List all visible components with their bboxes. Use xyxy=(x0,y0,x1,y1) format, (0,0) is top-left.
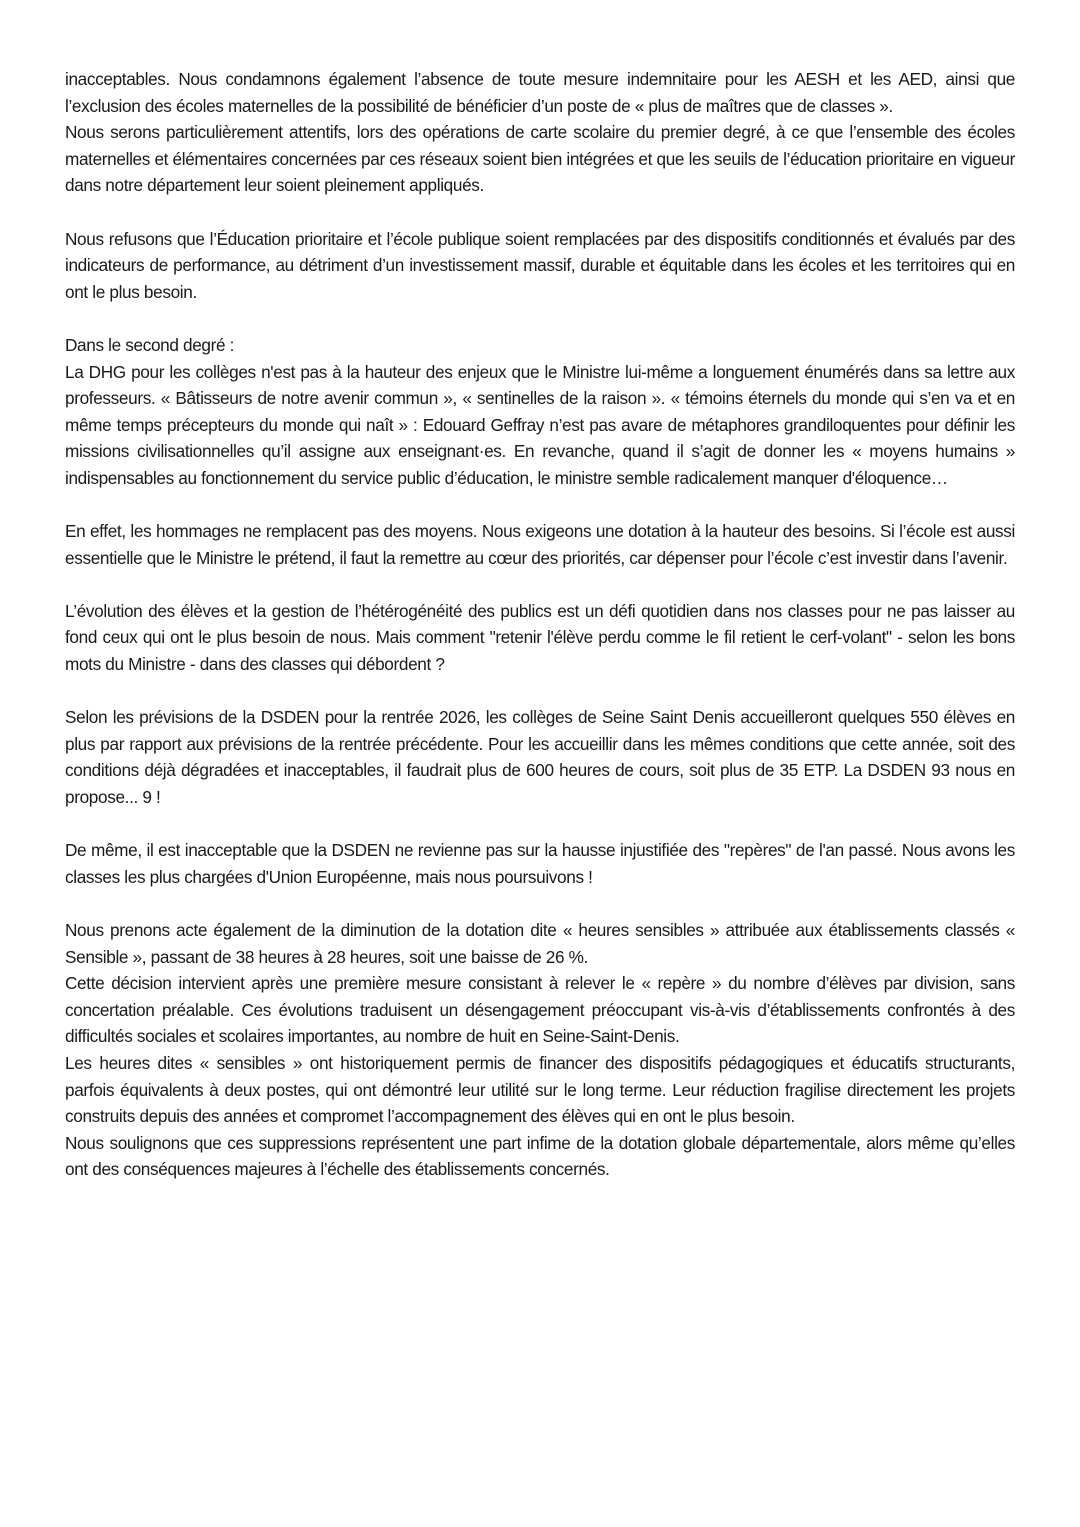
paragraph-spacer xyxy=(65,811,1015,838)
paragraph-spacer xyxy=(65,199,1015,226)
paragraph-education-prioritaire: Nous refusons que l’Éducation prioritaire et l’école publique soient remplacées par des dispositifs conditionnés et évalués par des indicateurs de performance, au détriment d’un investissement massif, durable et équitable dans les écoles et les territoires qui en ont le plus besoin. xyxy=(65,228,1015,302)
paragraph-spacer xyxy=(65,571,1015,598)
paragraph-heterogeneite: L’évolution des élèves et la gestion de l’hétérogénéité des publics est un défi quotidien dans nos classes pour ne pas laisser au fond ceux qui ont le plus besoin de nous. Mais comment "retenir l'élève perdu comme le fil retient le cerf-volant" - selon les bons mots du Ministre - dans des classes qui débordent ? xyxy=(65,600,1015,675)
paragraph-previsions-dsden: Selon les prévisions de la DSDEN pour la rentrée 2026, les collèges de Seine Saint Denis accueilleront quelques 550 élèves en plus par rapport aux prévisions de la rentrée précédente. Pour les accueillir dans les mêmes conditions que cette année, soit des conditions déjà dégradées et inacceptables, il faudrait plus de 600 heures de cours, soit plus de 35 ETP. La DSDEN 93 nous en propose... 9 ! xyxy=(65,707,1015,808)
paragraph-carte-scolaire: Nous serons particulièrement attentifs, lors des opérations de carte scolaire du premier degré, à ce que l’ensemble des écoles maternelles et élémentaires concernées par ces réseaux soient bien intégrées et que les seuils de l’éducation prioritaire en vigueur dans notre département leur soient pleinement appliqués. xyxy=(65,122,1015,196)
paragraph-reperes: De même, il est inacceptable que la DSDEN ne revienne pas sur la hausse injustifiée des "repères" de l'an passé. Nous avons les classes les plus chargées d'Union Européenne, mais nous poursuivons ! xyxy=(65,840,1015,887)
paragraph-hommages: En effet, les hommages ne remplacent pas des moyens. Nous exigeons une dotation à la hauteur des besoins. Si l’école est aussi essentielle que le Ministre le prétend, il faut la remettre au cœur des priorités, car dépenser pour l’école c’est investir dans l’avenir. xyxy=(65,521,1015,568)
section-heading-second-degre: Dans le second degré : xyxy=(65,334,235,355)
paragraph-heures-historique: Les heures dites « sensibles » ont historiquement permis de financer des dispositifs pédagogiques et éducatifs structurants, parfois équivalents à deux postes, qui ont démontré leur utilité sur le long terme. Leur réduction fragilise directement les projets construits depuis des années et compromet l’accompagnement des élèves qui en ont le plus besoin. xyxy=(65,1052,1015,1127)
paragraph-spacer xyxy=(65,678,1015,705)
paragraph-suppressions: Nous soulignons que ces suppressions représentent une part infime de la dotation globale départementale, alors même qu’elles ont des conséquences majeures à l’échelle des établissements concernés. xyxy=(65,1132,1015,1180)
document-page xyxy=(65,66,1015,1183)
paragraph-spacer xyxy=(65,890,1015,917)
paragraph-spacer xyxy=(65,305,1015,332)
paragraph-indemnities: inacceptables. Nous condamnons également l’absence de toute mesure indemnitaire pour les AESH et les AED, ainsi que l’exclusion des écoles maternelles de la possibilité de bénéficier d’un poste de « plus de maîtres que de classes ». xyxy=(65,69,1015,116)
paragraph-dhg: La DHG pour les collèges n'est pas à la hauteur des enjeux que le Ministre lui-même a longuement énumérés dans sa lettre aux professeurs. « Bâtisseurs de notre avenir commun », « sentinelles de la raison ». « témoins éternels du monde qui s’en va et en même temps précepteurs du monde qui naît » : Edouard Geffray n’est pas avare de métaphores grandiloquentes pour définir les missions civilisationnelles qu’il assigne aux enseignant·es. En revanche, quand il s’agit de donner les « moyens humains » indispensables au fonctionnement du service public d’éducation, le ministre semble radicalement manquer d'éloquence… xyxy=(65,361,1015,488)
paragraph-heures-sensibles: Nous prenons acte également de la diminution de la dotation dite « heures sensibles » attribuée aux établissements classés « Sensible », passant de 38 heures à 28 heures, soit une baisse de 26 %. xyxy=(65,920,1015,967)
paragraph-decision: Cette décision intervient après une première mesure consistant à relever le « repère » du nombre d’élèves par division, sans concertation préalable. Ces évolutions traduisent un désengagement préoccupant vis-à-vis d’établissements confrontés à des difficultés sociales et scolaires importantes, au nombre de huit en Seine-Saint-Denis. xyxy=(65,973,1015,1047)
paragraph-spacer xyxy=(65,492,1015,519)
